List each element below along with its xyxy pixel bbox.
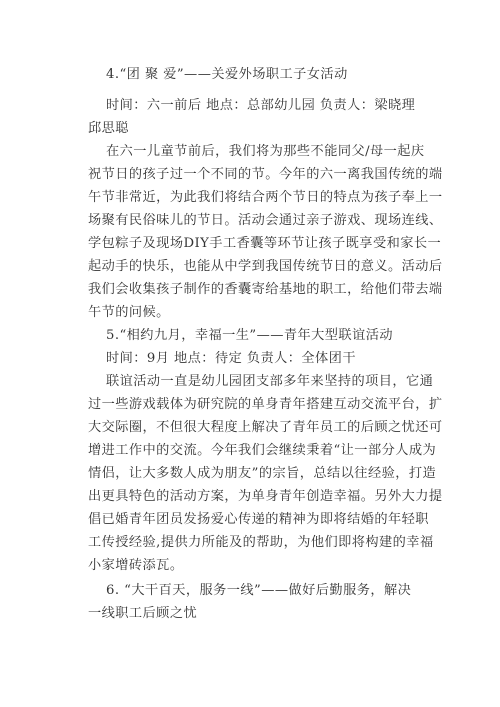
section5-body-line: 小家增砖添瓦。 <box>88 558 184 573</box>
section5-heading: 5.“相约九月，幸福一生”——青年大型联谊活动 <box>106 328 393 343</box>
section4-info-line: 时间：六一前后 地点：总部幼儿园 负责人：梁晓理 <box>106 98 416 113</box>
section4-body-line: 午节非常近，为此我们将结合两个节日的特点为孩子奉上一 <box>88 190 443 205</box>
section5-body-line: 情侣，让大多数人成为朋友”的宗旨，总结以往经验，打造 <box>88 466 437 481</box>
section6-heading-continuation: 一线职工后顾之忧 <box>88 606 198 621</box>
section4-body-line: 在六一儿童节前后，我们将为那些不能同父/母一起庆 <box>106 144 425 159</box>
section5-body-line: 联谊活动一直是幼儿园团支部多年来坚持的项目，它通 <box>106 374 434 389</box>
section4-body-line: 起动手的快乐，也能从中学到我国传统节日的意义。活动后 <box>88 259 443 274</box>
section4-body-line: 祝节日的孩子过一个不同的节。今年的六一离我国传统的端 <box>88 167 443 182</box>
section5-body-line: 增进工作中的交流。今年我们会继续秉着“让一部分人成为 <box>88 443 437 458</box>
section4-body-line: 我们会收集孩子制作的香囊寄给基地的职工，给他们带去端 <box>88 282 443 297</box>
section4-body-line: 学包粽子及现场DIY手工香囊等环节让孩子既享受和家长一 <box>88 236 442 251</box>
section5-body-line: 出更具特色的活动方案，为单身青年创造幸福。另外大力提 <box>88 489 443 504</box>
section4-heading: 4.“团 聚 爱”——关爱外场职工子女活动 <box>106 67 348 82</box>
section4-info-continuation: 邱思聪 <box>88 121 129 136</box>
section6-heading: 6. “大干百天，服务一线”——做好后勤服务，解决 <box>106 583 412 598</box>
section4-body-line: 场聚有民俗味儿的节日。活动会通过亲子游戏、现场连线、 <box>88 213 443 228</box>
section5-info-line: 时间：9月 地点：待定 负责人：全体团干 <box>106 351 356 366</box>
section5-body-line: 大交际圈，不但很大程度上解决了青年员工的后顾之忧还可 <box>88 420 443 435</box>
section5-body-line: 过一些游戏载体为研究院的单身青年搭建互动交流平台，扩 <box>88 397 443 412</box>
section5-body-line: 工传授经验,提供力所能及的帮助，为他们即将构建的幸福 <box>88 535 434 550</box>
section4-body-line: 午节的问候。 <box>88 305 170 320</box>
section5-body-line: 倡已婚青年团员发扬爱心传递的精神为即将结婚的年轻职 <box>88 512 429 527</box>
